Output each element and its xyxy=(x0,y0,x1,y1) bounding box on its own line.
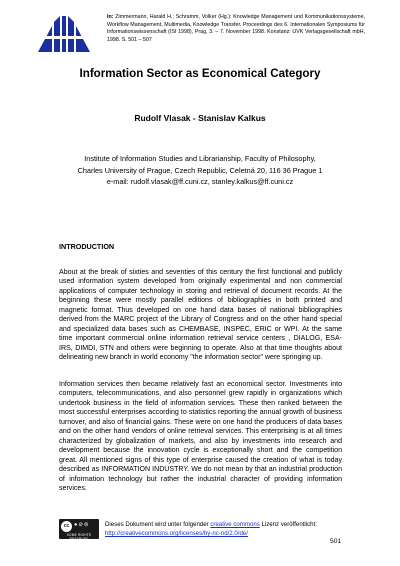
creative-commons-link[interactable]: creative commons xyxy=(210,521,260,528)
cc-license-icons: ●⊘⊜ xyxy=(74,522,90,528)
page-number: 501 xyxy=(330,538,342,545)
affiliation-block xyxy=(0,153,400,188)
isi-triangle-logo-icon xyxy=(38,16,96,52)
paper-authors: Rudolf Vlasak - Stanislav Kalkus xyxy=(134,113,266,123)
paper-title: Information Sector as Economical Category xyxy=(79,67,321,80)
body-paragraph: About at the break of sixties and seventies of this century the first functional and publicly used information system developed from originally experimental and non commercial applications of computer technology in storing and retrieval of document records. At the beginning these were mostly parallel editions of bibliographies in both printed and magnetic format. Thus developed on one hand data bases of national bibliographies derived from the MARC project of the Library of Congress and on the other hand special and specialized data bases such as CHEMBASE, INSPEC, ERIC or WPI. At the same time important commercial online information retrieval service centers , DIALOG, ESA-IRS, DIMDI, STN and others were beginning to operate. Also at that time thoughts about delineating new branch in world economy "the information sector" were springing up. xyxy=(59,269,342,362)
affiliation-email: e-mail: rudolf.vlasak@ff.cuni.cz, stanley.kalkus@ff.cuni.cz xyxy=(106,177,294,186)
citation-header xyxy=(107,14,365,44)
creative-commons-badge-icon xyxy=(59,519,99,539)
license-notice xyxy=(105,520,345,538)
body-paragraph: Information services then became relatively fast an economical sector. Investments into computers, telecommunications, and also personnel grew rapidly in organizations which undertook business in the field of information services. These then ranked between the most successful enterprises according to statistics reporting the annual growth of business turnover, and also of financial gains. These were on one hand the producers of data bases and on the other hand vendors of online retrieval services. This enterprising is at all times characterized by globalization of markets, and also by investments into research and development because the innovation cycle is exceptionally short and the competition great. All mentioned signs of this type of enterprise caused the creation of what is today described as INFORMATION INDUSTRY. We do not mean by that an industrial production of information technology but rather the industrial character of providing information services. xyxy=(59,381,342,492)
license-url-link[interactable]: http://creativecommons.org/licenses/by-nc-nd/2.0/de/ xyxy=(105,530,248,537)
license-text-before: Dieses Dokument wird unter folgender xyxy=(105,521,211,528)
license-text-after: Lizenz veröffentlicht: xyxy=(259,521,317,528)
cc-badge-caption: SOME RIGHTS RESERVED xyxy=(66,533,92,541)
affiliation-line-2: Charles University of Prague, Czech Republic, Celetná 20, 116 36 Prague 1 xyxy=(77,165,323,175)
citation-prefix: In: xyxy=(107,14,114,20)
cc-logo: cc xyxy=(61,521,72,532)
citation-text: Zimmermann, Harald H.; Schramm, Volker (Hg.): Knowledge Management und Kommunikationssysteme, Workflow Management, Multimedia, Knowledge Transfer. Proceedings des 6. Internationalen Symposiums für Informationswissenschaft (ISI 1998), Prag, 3. – 7. November 1998. Konstanz: UVK Verlagsgesellschaft mbH, 1998. S. 501 – 507 xyxy=(107,14,365,43)
section-heading: INTRODUCTION xyxy=(59,242,115,251)
affiliation-line-1: Institute of Information Studies and Librarianship, Faculty of Philosophy, xyxy=(84,154,316,163)
